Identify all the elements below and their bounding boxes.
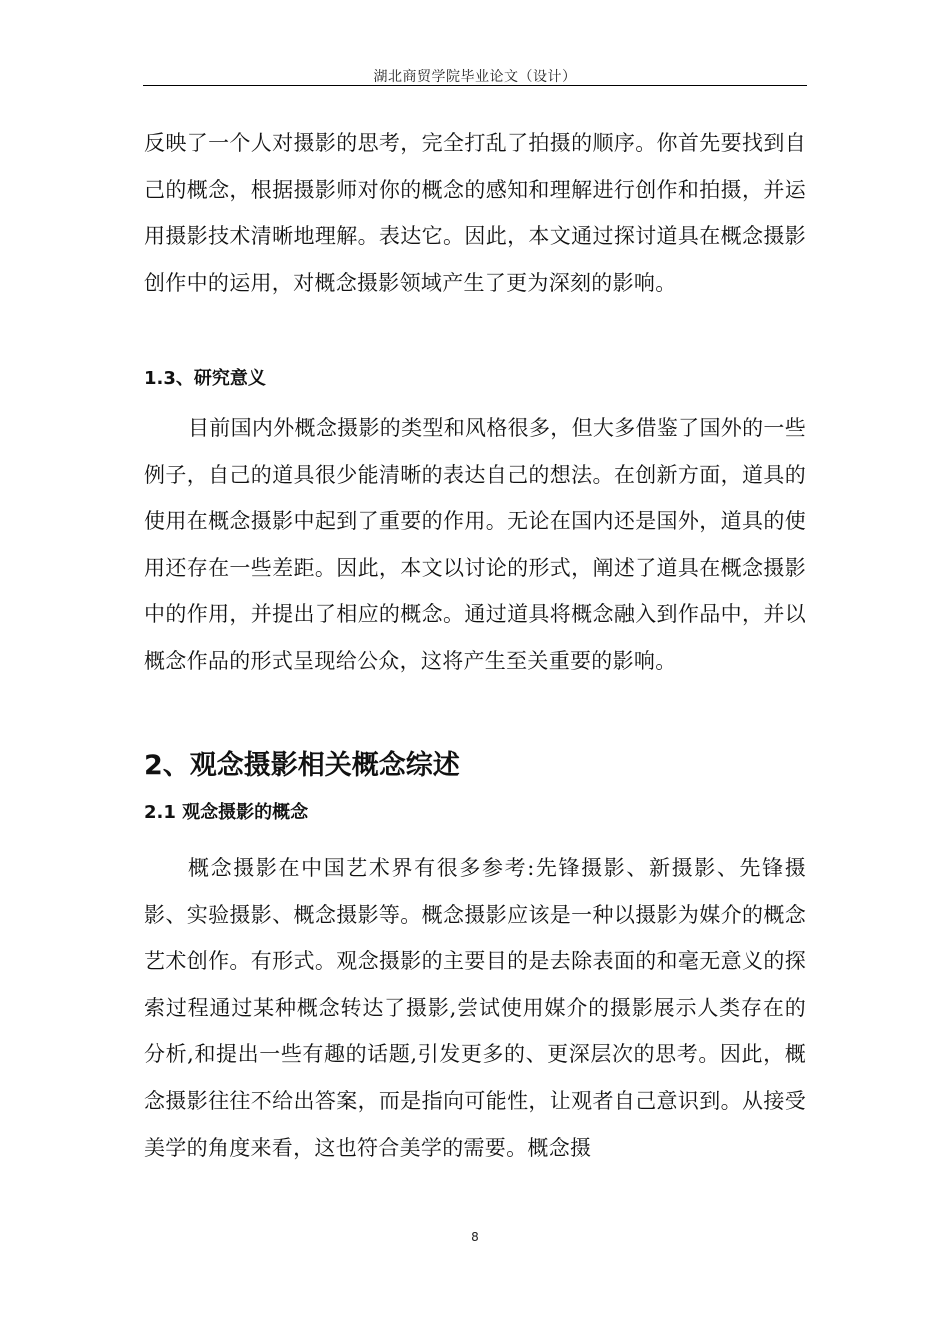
page-number: 8 <box>471 1230 479 1244</box>
paragraph-concept-photography: 概念摄影在中国艺术界有很多参考:先锋摄影、新摄影、先锋摄影、实验摄影、概念摄影等。概念摄影应该是一种以摄影为媒介的概念艺术创作。有形式。观念摄影的主要目的是去除表面的和毫无意义的探索过程通过某种概念转达了摄影,尝试使用媒介的摄影展示人类存在的分析,和提出一些有趣的话题,引发更多的、更深层次的思考。因此，概念摄影往往不给出答案，而是指向可能性，让观者自己意识到。从接受美学的角度来看，这也符合美学的需要。概念摄 <box>144 856 806 1160</box>
page-body <box>144 120 806 1171</box>
header-divider <box>143 85 807 86</box>
paragraph-research-significance: 目前国内外概念摄影的类型和风格很多，但大多借鉴了国外的一些例子，自己的道具很少能清晰的表达自己的想法。在创新方面，道具的使用在概念摄影中起到了重要的作用。无论在国内还是国外，道具的使用还存在一些差距。因此，本文以讨论的形式，阐述了道具在概念摄影中的作用，并提出了相应的概念。通过道具将概念融入到作品中，并以概念作品的形式呈现给公众，这将产生至关重要的影响。 <box>144 416 806 673</box>
chapter-heading-2: 2、观念摄影相关概念综述 <box>144 750 460 781</box>
section-heading-2-1: 2.1 观念摄影的概念 <box>144 802 309 823</box>
section-heading-1-3: 1.3、研究意义 <box>144 368 266 389</box>
paragraph-continued: 反映了一个人对摄影的思考，完全打乱了拍摄的顺序。你首先要找到自己的概念，根据摄影师对你的概念的感知和理解进行创作和拍摄，并运用摄影技术清晰地理解。表达它。因此，本文通过探讨道具在概念摄影创作中的运用，对概念摄影领域产生了更为深刻的影响。 <box>144 131 806 295</box>
running-header: 湖北商贸学院毕业论文（设计） <box>373 69 577 85</box>
